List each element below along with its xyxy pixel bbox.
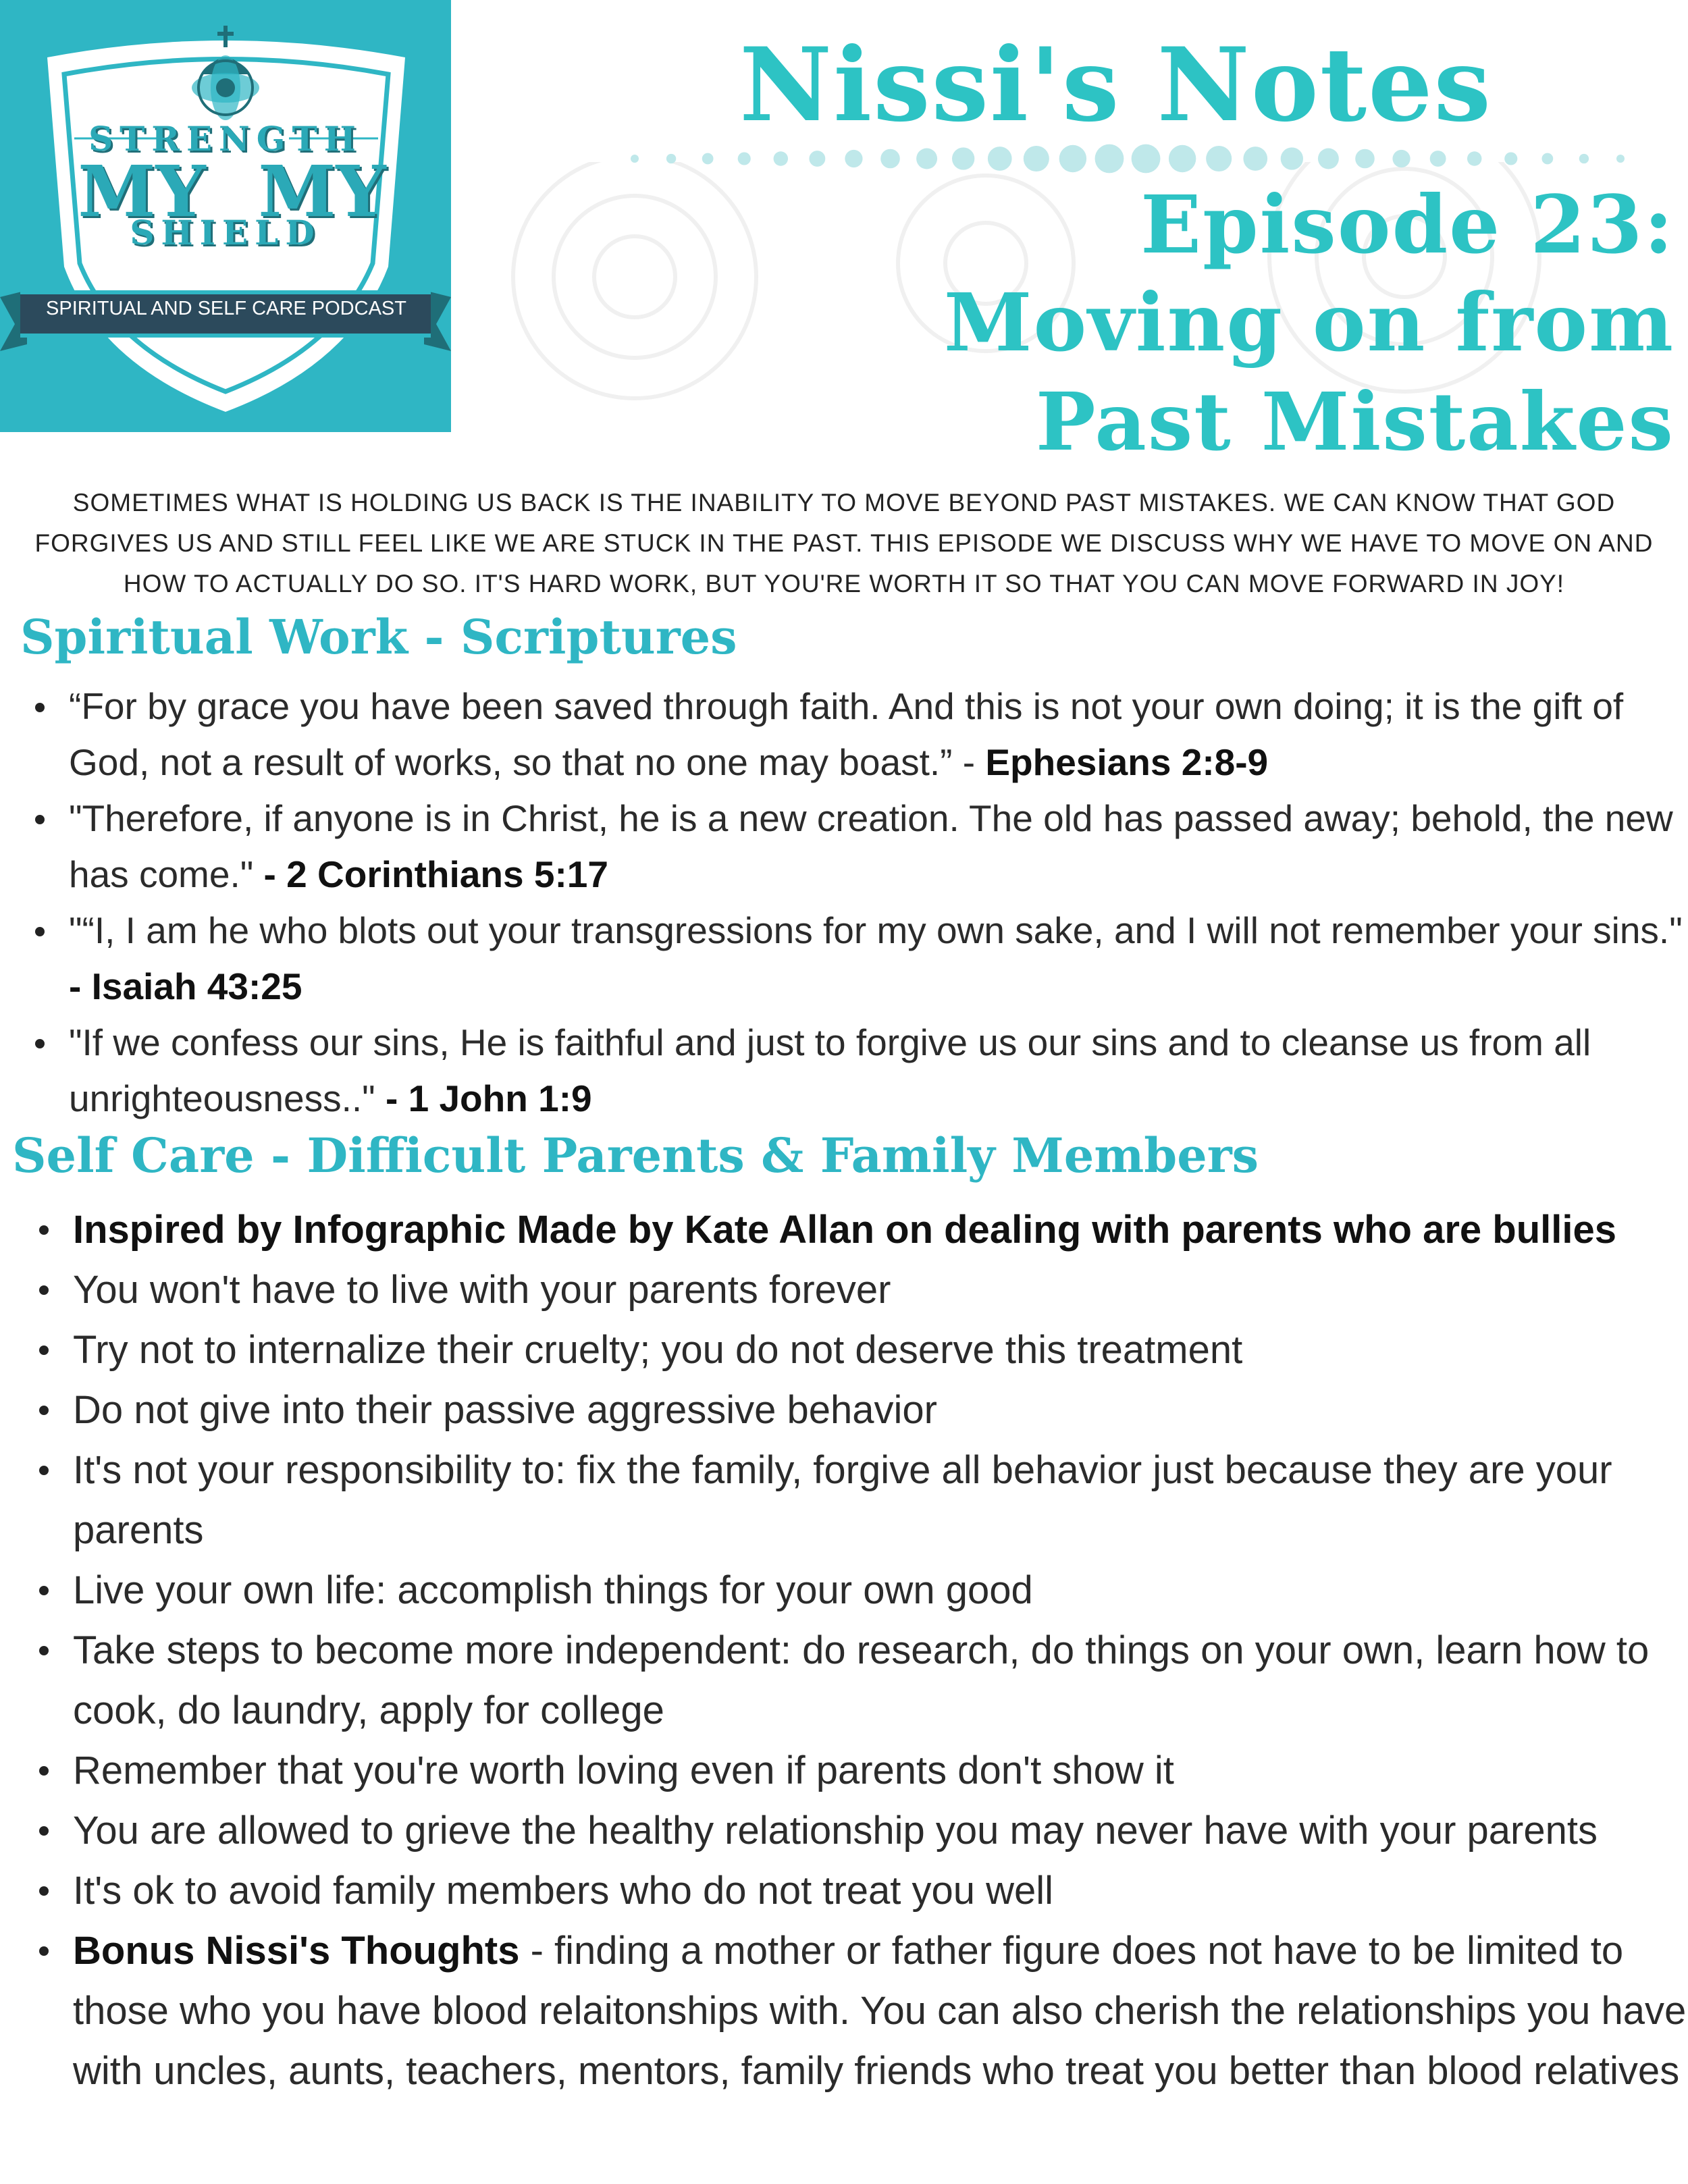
logo-tagline: SPIRITUAL AND SELF CARE PODCAST (46, 298, 406, 319)
divider-dot (952, 147, 974, 169)
divider-dot (880, 149, 900, 169)
logo-word-shield: SHIELD (130, 213, 321, 252)
list-item-text: Live your own life: accomplish things for your own good (73, 1568, 1033, 1612)
divider-dot (1579, 154, 1589, 163)
scripture-reference: - 2 Corinthians 5:17 (263, 853, 608, 895)
list-item-bonus (73, 1921, 1687, 2101)
divider-dot (1504, 152, 1517, 165)
divider-dot (1616, 155, 1625, 163)
divider-dot (774, 151, 788, 165)
scripture-reference: - 1 John 1:9 (385, 1077, 592, 1119)
scripture-quote: "Therefore, if anyone is in Christ, he is a new creation. The old has passed away; behold, the new has come." (69, 797, 1673, 895)
episode-number: Episode 23: (1140, 178, 1674, 271)
scripture-quote: "“I, I am he who blots out your transgressions for my own sake, and I will not remember your sins." (69, 909, 1683, 951)
self-care-list (73, 1200, 1687, 2101)
section-title-spiritual: Spiritual Work - Scriptures (20, 609, 737, 665)
divider-dot (1024, 146, 1049, 171)
divider-dot (1095, 144, 1124, 174)
page-title: Nissi's Notes (739, 26, 1492, 144)
bonus-label: Bonus Nissi's Thoughts (73, 1929, 520, 1973)
list-item (73, 1560, 1687, 1620)
bonus-text: - finding a mother or father figure does not have to be limited to those who you have blood relaitonships with. You can also cherish the relationships you have with uncles, aunts, teachers, mentors, family friends who treat you better than blood relatives (73, 1929, 1687, 2093)
list-item-text: Try not to internalize their cruelty; you do not deserve this treatment (73, 1328, 1243, 1372)
list-item-text: It's ok to avoid family members who do not treat you well (73, 1869, 1054, 1913)
divider-dot (738, 152, 751, 165)
list-item (73, 1740, 1687, 1801)
list-item-inspired (73, 1200, 1687, 1260)
scripture-item (69, 791, 1683, 903)
divider-dot (666, 154, 676, 163)
list-item (73, 1380, 1687, 1440)
list-item (73, 1620, 1687, 1740)
divider-dot (1132, 144, 1161, 174)
scripture-list (69, 678, 1683, 1127)
divider-dot (1059, 145, 1086, 172)
scripture-reference: Ephesians 2:8-9 (985, 741, 1269, 783)
divider-dot (1243, 147, 1267, 171)
podcast-logo (0, 0, 451, 432)
logo-ampersand: & (221, 177, 248, 211)
divider-dot (1430, 151, 1446, 167)
list-item (73, 1260, 1687, 1320)
inspired-note: Inspired by Infographic Made by Kate Allan on dealing with parents who are bullies (73, 1208, 1616, 1252)
episode-title-line-1: Moving on from (943, 275, 1674, 369)
dotted-divider (621, 138, 1634, 179)
list-item (73, 1801, 1687, 1861)
scripture-reference: - Isaiah 43:25 (69, 965, 302, 1007)
divider-dot (1318, 149, 1339, 169)
scripture-item (69, 1015, 1683, 1127)
divider-dot (809, 151, 825, 167)
episode-title-line-2: Past Mistakes (1035, 375, 1674, 469)
divider-dot (702, 153, 714, 165)
scripture-item (69, 678, 1683, 791)
list-item-text: You won't have to live with your parents forever (73, 1268, 891, 1312)
list-item-text: Remember that you're worth loving even if parents don't show it (73, 1749, 1174, 1792)
divider-dot (916, 149, 937, 169)
scripture-quote: "If we confess our sins, He is faithful and just to forgive us our sins and to cleanse us from all unrighteousness.." (69, 1021, 1591, 1119)
divider-dot (1392, 150, 1410, 167)
list-item (73, 1861, 1687, 1921)
divider-dot (631, 155, 639, 163)
divider-dot (1355, 149, 1375, 169)
divider-dot (845, 150, 862, 167)
divider-dot (1467, 151, 1481, 165)
list-item (73, 1320, 1687, 1380)
scripture-quote: “For by grace you have been saved through faith. And this is not your own doing; it is the gift of God, not a result of works, so that no one may boast.” - (69, 685, 1624, 783)
list-item-text: Do not give into their passive aggressive behavior (73, 1388, 937, 1432)
list-item (73, 1440, 1687, 1560)
logo-word-my: MY (78, 150, 206, 233)
divider-dot (1169, 145, 1196, 172)
episode-summary: SOMETIMES WHAT IS HOLDING US BACK IS THE INABILITY TO MOVE BEYOND PAST MISTAKES. WE CAN KNOW THAT GOD FORGIVES US AND STILL FEEL LIKE WE ARE STUCK IN THE PAST. THIS EPISODE WE DISCUSS WHY WE HAVE TO MOVE ON AND HOW TO ACTUALLY DO SO. IT'S HARD WORK, BUT YOU'RE WORTH IT SO THAT YOU CAN MOVE FORWARD IN JOY! (34, 489, 1654, 597)
scripture-item (69, 903, 1683, 1015)
divider-dot (1206, 146, 1232, 171)
list-item-text: You are allowed to grieve the healthy relationship you may never have with your parents (73, 1809, 1598, 1853)
divider-dot (1541, 153, 1553, 165)
section-title-self-care: Self Care - Difficult Parents & Family Members (12, 1127, 1259, 1183)
list-item-text: It's not your responsibility to: fix the family, forgive all behavior just because they are your parents (73, 1448, 1612, 1552)
list-item-text: Take steps to become more independent: do research, do things on your own, learn how to cook, do laundry, apply for college (73, 1628, 1650, 1732)
logo-word-my-second: MY (258, 150, 386, 233)
divider-dot (1281, 147, 1303, 169)
divider-dot (988, 147, 1012, 171)
logo-word-strength: STRENGTH (88, 119, 363, 159)
